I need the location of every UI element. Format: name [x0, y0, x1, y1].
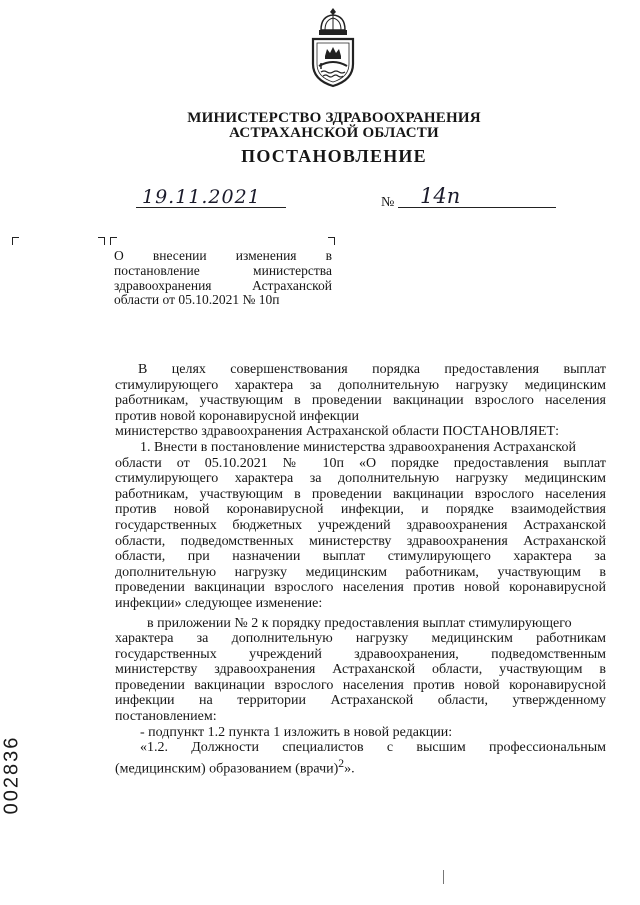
date-underline — [136, 207, 286, 208]
subject-line: области от 05.10.2021 № 10п — [114, 292, 280, 308]
corner-bracket-mark — [328, 237, 335, 245]
body-line: проведении вакцинации взрослого населения против новой коронавирусной — [115, 580, 606, 596]
subject-line: постановление министерства — [114, 262, 332, 278]
body-line-text: (медицинским) образованием (врачи) — [115, 761, 339, 777]
stamp-number: 002836 — [0, 735, 23, 815]
body-line: проведении вакцинации взрослого населения против новой коронавирусной — [115, 677, 606, 693]
body-line — [115, 756, 606, 777]
body-line: в приложении № 2 к порядку предоставления выплат стимулирующего — [147, 615, 572, 631]
body-line: государственных учреждений здравоохранения, подведомственным — [115, 646, 606, 662]
handwritten-number: 14п — [420, 184, 461, 208]
body-line: В целях совершенствования порядка предоставления выплат — [138, 362, 606, 377]
body-line: - подпункт 1.2 пункта 1 изложить в новой редакции: — [140, 724, 453, 740]
body-line: «1.2. Должности специалистов с высшим профессиональным — [140, 740, 606, 756]
document-type-title: ПОСТАНОВЛЕНИЕ — [241, 146, 427, 166]
body-line: дополнительную нагрузку медицинским работникам, участвующим в — [115, 564, 606, 580]
scan-mark — [443, 870, 444, 884]
body-line: стимулирующего характера за дополнительную нагрузку медицинским — [115, 471, 606, 487]
body-line: области, при назначении выплат стимулирующего характера за — [115, 549, 606, 565]
corner-bracket-mark — [110, 237, 117, 245]
body-line: области, подведомственных министерству здравоохранения Астраханской — [115, 533, 606, 549]
body-line: министерству здравоохранения Астраханской области, участвующим в — [115, 662, 606, 678]
coat-of-arms-icon — [307, 6, 359, 90]
body-line: работникам, участвующим в проведении вакцинации взрослого населения — [115, 393, 606, 409]
footnote-ref: 2 — [338, 756, 345, 770]
body-line: характера за дополнительную нагрузку медицинским работникам — [115, 631, 606, 647]
number-underline — [398, 207, 556, 208]
body-line: стимулирующего характера за дополнительную нагрузку медицинским — [115, 377, 606, 393]
body-line: области от 05.10.2021 № 10п «О порядке предоставления выплат — [115, 455, 606, 471]
body-line: постановлением: — [115, 709, 217, 725]
document-subject — [114, 249, 332, 308]
subject-line: здравоохранения Астраханской — [114, 277, 332, 293]
body-line: против новой коронавирусной инфекции — [115, 408, 359, 424]
ministry-name-line1: МИНИСТЕРСТВО ЗДРАВООХРАНЕНИЯ — [187, 110, 481, 126]
corner-bracket-mark — [98, 237, 105, 245]
body-line: против новой коронавирусной инфекции, и порядке взаимодействия — [115, 502, 606, 518]
number-sign: № — [381, 195, 395, 210]
body-line: министерство здравоохранения Астраханской области ПОСТАНОВЛЯЕТ: — [115, 424, 559, 440]
registration-stamp — [2, 720, 22, 830]
corner-bracket-mark — [12, 237, 19, 245]
subject-line: О внесении изменения в — [114, 248, 332, 263]
body-line: государственных бюджетных учреждений здравоохранения Астраханской — [115, 517, 606, 533]
body-line-end: ». — [344, 761, 355, 777]
body-line: инфекции» следующее изменение: — [115, 595, 323, 611]
document-body — [115, 362, 606, 777]
body-line: инфекции на территории Астраханской области, утвержденному — [115, 693, 606, 709]
body-line: 1. Внести в постановление министерства здравоохранения Астраханской — [140, 439, 576, 455]
ministry-name-line2: АСТРАХАНСКОЙ ОБЛАСТИ — [229, 125, 439, 141]
body-line: работникам, участвующим в проведении вакцинации взрослого населения — [115, 486, 606, 502]
handwritten-date: 19.11.2021 — [142, 186, 261, 208]
